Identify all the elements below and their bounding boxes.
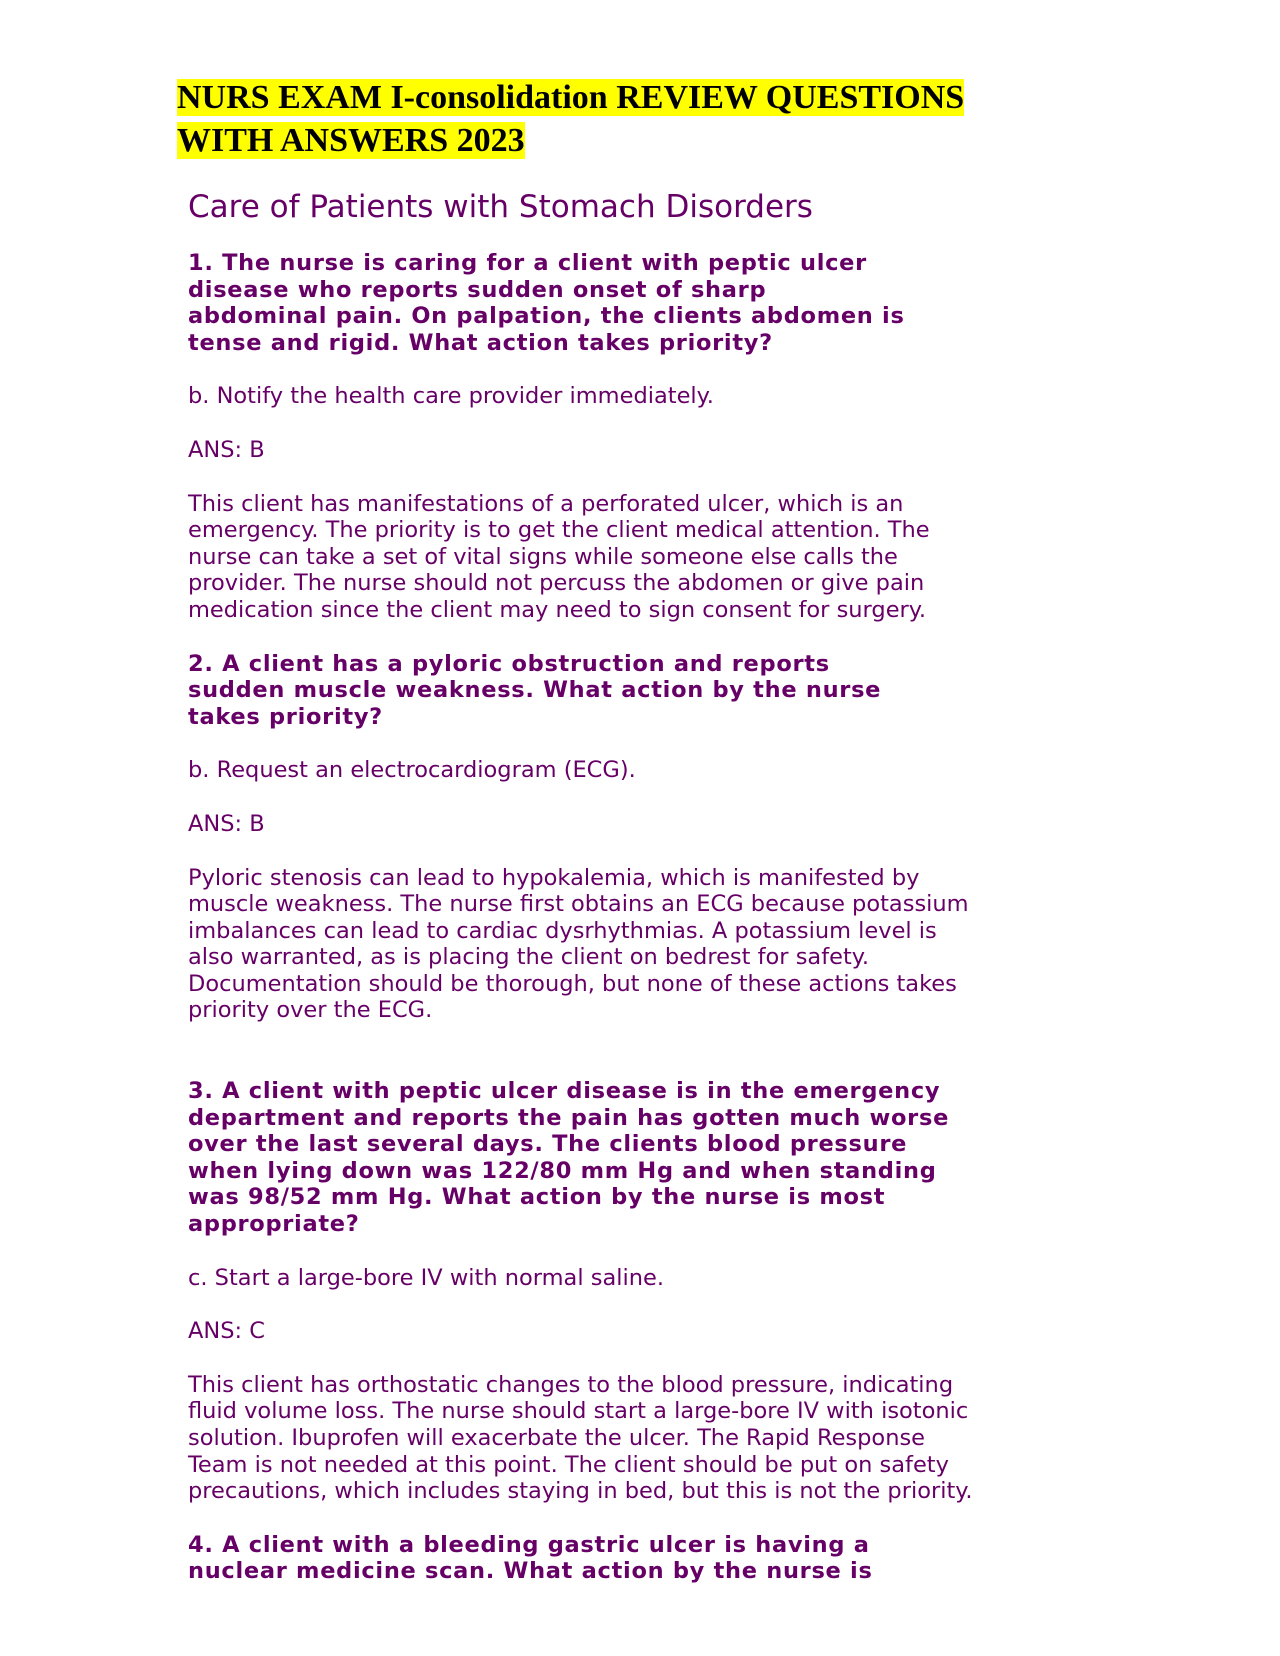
section-heading: Care of Patients with Stomach Disorders (188, 189, 813, 225)
question-line: was 98/52 mm Hg. What action by the nurse is most (188, 1184, 886, 1211)
rationale-line: Documentation should be thorough, but none of these actions takes (188, 970, 957, 997)
answer-3: c. Start a large-bore IV with normal saline. (188, 1264, 664, 1291)
question-line: when lying down was 122/80 mm Hg and when standing (188, 1157, 937, 1184)
ans-key-1: ANS: B (188, 436, 265, 463)
rationale-line: muscle weakness. The nurse first obtains an ECG because potassium (188, 891, 969, 918)
rationale-line: fluid volume loss. The nurse should start a large-bore IV with isotonic (188, 1398, 969, 1425)
question-3 (188, 1078, 1188, 1238)
rationale-line: medication since the client may need to sign consent for surgery. (188, 596, 927, 623)
question-line: disease who reports sudden onset of sharp (188, 276, 767, 303)
document-body (188, 188, 1188, 1612)
question-line: over the last several days. The clients blood pressure (188, 1131, 908, 1158)
question-1 (188, 250, 1188, 356)
question-line: tense and rigid. What action takes priority? (188, 329, 773, 356)
ans-key-2: ANS: B (188, 810, 265, 837)
title-line-2: WITH ANSWERS 2023 (177, 122, 525, 159)
rationale-2 (188, 865, 1188, 1025)
ans-key-3: ANS: C (188, 1318, 265, 1345)
question-line: 1. The nurse is caring for a client with peptic ulcer (188, 250, 867, 276)
question-line: takes priority? (188, 703, 383, 730)
question-line: department and reports the pain has gotten much worse (188, 1104, 950, 1131)
rationale-3 (188, 1372, 1188, 1505)
document-title (177, 76, 1077, 162)
question-line: appropriate? (188, 1211, 360, 1238)
rationale-line: imbalances can lead to cardiac dysrhythmias. A potassium level is (188, 917, 937, 944)
rationale-line: This client has manifestations of a perforated ulcer, which is an (188, 490, 904, 517)
question-line: sudden muscle weakness. What action by the nurse (188, 677, 882, 704)
rationale-line: Pyloric stenosis can lead to hypokalemia, which is manifested by (188, 864, 920, 891)
rationale-line: priority over the ECG. (188, 997, 433, 1024)
question-line: 3. A client with peptic ulcer disease is in the emergency (188, 1078, 941, 1105)
rationale-1 (188, 491, 1188, 624)
question-line: abdominal pain. On palpation, the clients abdomen is (188, 303, 905, 330)
rationale-line: nurse can take a set of vital signs while someone else calls the (188, 543, 898, 570)
rationale-line: Team is not needed at this point. The client should be put on safety (188, 1451, 949, 1478)
answer-2: b. Request an electrocardiogram (ECG). (188, 757, 636, 784)
question-line: 2. A client has a pyloric obstruction and reports (188, 650, 830, 677)
rationale-line: also warranted, as is placing the client on bedrest for safety. (188, 944, 870, 971)
rationale-line: emergency. The priority is to get the client medical attention. The (188, 517, 930, 544)
answer-1: b. Notify the health care provider immediately. (188, 383, 714, 410)
rationale-line: This client has orthostatic changes to the blood pressure, indicating (188, 1371, 954, 1398)
question-4 (188, 1532, 1188, 1585)
question-line: nuclear medicine scan. What action by the nurse is (188, 1558, 873, 1585)
rationale-line: provider. The nurse should not percuss the abdomen or give pain (188, 570, 925, 597)
question-line: 4. A client with a bleeding gastric ulcer is having a (188, 1531, 870, 1558)
rationale-line: precautions, which includes staying in bed, but this is not the priority. (188, 1478, 973, 1505)
question-2 (188, 651, 1188, 731)
title-line-1: NURS EXAM I-consolidation REVIEW QUESTIONS (177, 79, 965, 116)
rationale-line: solution. Ibuprofen will exacerbate the ulcer. The Rapid Response (188, 1425, 926, 1451)
